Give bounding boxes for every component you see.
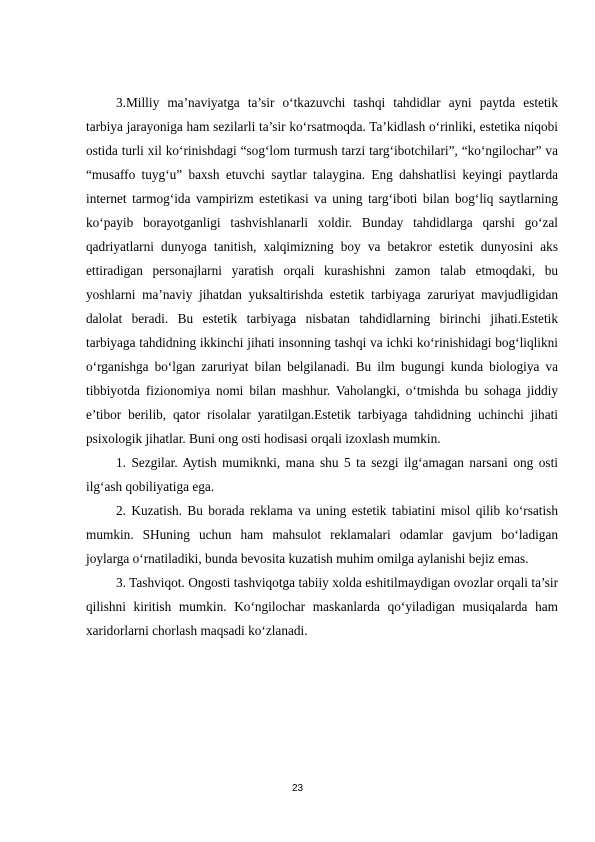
paragraph-kuzatish: 2. Kuzatish. Bu borada reklama va uning estetik tabiatini misol qilib ko‘rsatish mumkin. SHuning uchun ham mahsulot reklamalari odamlar gavjum bo‘ladigan joylarga o‘rnatiladiki, bunda bevosita kuzatish muhim omilga aylanishi bejiz emas.	[86, 503, 558, 566]
paragraph-main: 3.Milliy ma’naviyatga ta’sir o‘tkazuvchi tashqi tahdidlar ayni paytda estetik tarbiya jarayoniga ham sezilarli ta’sir ko‘rsatmoqda. Ta’kidlash o‘rinliki, estetika niqobi ostida turli xil ko‘rinishdagi “sog‘lom turmush tarzi targ‘ibotchilari”, “ko‘ngilochar” va “musaffo tuyg‘u” baxsh etuvchi saytlar talaygina. Eng dahshatlisi keyingi paytlarda internet tarmog‘ida vampirizm estetikasi va uning targ‘iboti bilan bog‘liq saytlarning ko‘payib borayotganligi tashvishlanarli xoldir. Bunday tahdidlarga qarshi go‘zal qadriyatlarni dunyoga tanitish, xalqimizning boy va betakror estetik dunyosini aks ettiradigan personajlarni yaratish orqali kurashishni zamon talab etmoqdaki, bu yoshlarni ma’naviy jihatdan yuksaltirishda estetik tarbiyaga zaruriyat mavjudligidan dalolat beradi. Bu estetik tarbiyaga nisbatan tahdidlarning birinchi jihati.Estetik tarbiyaga tahdidning ikkinchi jihati insonning tashqi va ichki ko‘rinishidagi bog‘liqlikni o‘rganishga bo‘lgan zaruriyat bilan belgilanadi. Bu ilm bugungi kunda biologiya va tibbiyotda fizionomiya nomi bilan mashhur. Vaholangki, o‘tmishda bu sohaga jiddiy e’tibor berilib, qator risolalar yaratilgan.Estetik tarbiyaga tahdidning uchinchi jihati psixologik jihatlar. Buni ong osti hodisasi orqali izoxlash mumkin.	[86, 95, 558, 446]
paragraph-sezgilar: 1. Sezgilar. Aytish mumiknki, mana shu 5 ta sezgi ilg‘amagan narsani ong osti ilg‘ash qobiliyatiga ega.	[86, 455, 558, 494]
page-number: 23	[291, 783, 304, 794]
paragraph-tashviqot: 3. Tashviqot. Ongosti tashviqotga tabiiy xolda eshitilmaydigan ovozlar orqali ta’sir qilishni kiritish mumkin. Ko‘ngilochar maskanlarda qo‘yiladigan musiqalarda ham xaridorlarni chorlash maqsadi ko‘zlanadi.	[86, 575, 558, 638]
body-text	[86, 91, 558, 643]
